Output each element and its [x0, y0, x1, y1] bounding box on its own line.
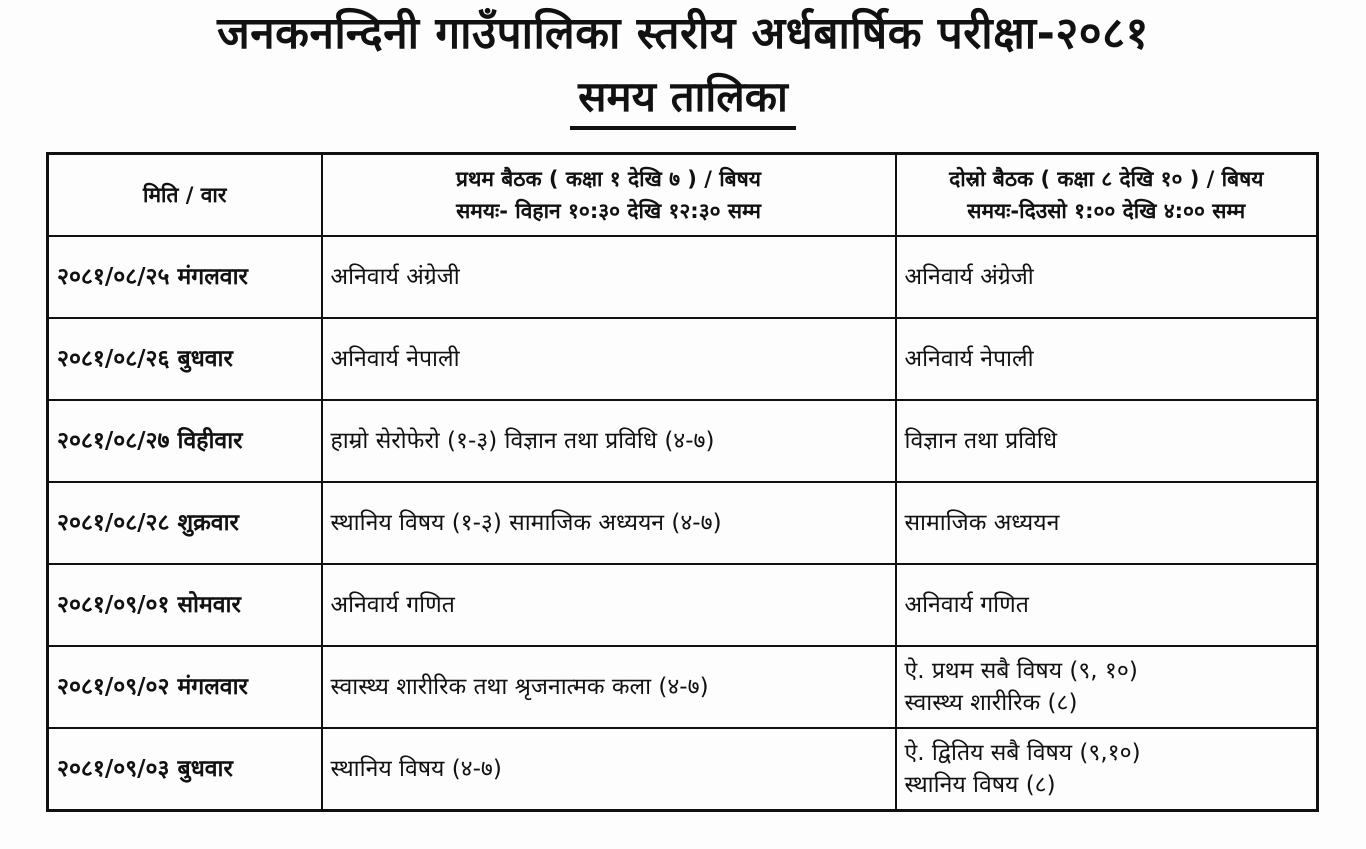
row-first-subject: अनिवार्य नेपाली [322, 318, 896, 400]
table-row [48, 318, 1318, 400]
row-second-subject-line1: ऐ. प्रथम सबै विषय (९, १०) [904, 658, 1138, 684]
exam-schedule-table [46, 152, 1319, 812]
row-second-subject-line2: स्वास्थ्य शारीरिक (८) [904, 690, 1078, 716]
table-row [48, 482, 1318, 564]
row-first-subject: स्थानिय विषय (१-३) सामाजिक अध्ययन (४-७) [322, 482, 896, 564]
page-subtitle [0, 70, 1366, 130]
row-second-subject [896, 236, 1318, 318]
row-date: २०८१/०९/०१ सोमवार [48, 564, 322, 646]
row-second-subject-line1: अनिवार्य अंग्रेजी [904, 264, 1034, 290]
row-second-subject-line2: स्थानिय विषय (८) [904, 772, 1056, 798]
header-second-sitting-label: दोस्रो बैठक ( कक्षा ८ देखि १० ) / बिषय [949, 167, 1264, 191]
header-first-sitting-label: प्रथम बैठक ( कक्षा १ देखि ७ ) / बिषय [456, 167, 761, 191]
row-date: २०८१/०९/०३ बुधवार [48, 728, 322, 811]
row-second-subject-line1: विज्ञान तथा प्रविधि [904, 428, 1058, 454]
row-second-subject-line1: अनिवार्य गणित [904, 592, 1029, 618]
header-date-day: मिति / वार [48, 154, 322, 237]
row-date: २०८१/०८/२५ मंगलवार [48, 236, 322, 318]
row-second-subject-line1: सामाजिक अध्ययन [904, 510, 1060, 536]
table-row [48, 236, 1318, 318]
table-row [48, 400, 1318, 482]
row-first-subject: अनिवार्य अंग्रेजी [322, 236, 896, 318]
header-second-sitting [896, 154, 1318, 237]
table-header-row [48, 154, 1318, 237]
row-second-subject [896, 564, 1318, 646]
row-first-subject: अनिवार्य गणित [322, 564, 896, 646]
table-row [48, 646, 1318, 728]
table-row [48, 564, 1318, 646]
row-date: २०८१/०८/२६ बुधवार [48, 318, 322, 400]
row-second-subject [896, 318, 1318, 400]
row-second-subject [896, 646, 1318, 728]
row-second-subject [896, 482, 1318, 564]
header-first-sitting [322, 154, 896, 237]
row-date: २०८१/०८/२७ विहीवार [48, 400, 322, 482]
row-date: २०८१/०८/२८ शुक्रवार [48, 482, 322, 564]
header-first-sitting-time: समयः- विहान १०:३० देखि १२:३० सम्म [456, 199, 761, 223]
row-first-subject: स्वास्थ्य शारीरिक तथा श्रृजनात्मक कला (४-७) [322, 646, 896, 728]
row-first-subject: स्थानिय विषय (४-७) [322, 728, 896, 811]
table-row [48, 728, 1318, 811]
page-title: जनकनन्दिनी गाउँपालिका स्तरीय अर्धबार्षिक परीक्षा-२०८१ [217, 8, 1149, 59]
row-first-subject: हाम्रो सेरोफेरो (१-३) विज्ञान तथा प्रविधि (४-७) [322, 400, 896, 482]
header-second-sitting-time: समयः-दिउसो १:०० देखि ४:०० सम्म [967, 199, 1246, 223]
row-second-subject-line1: अनिवार्य नेपाली [904, 346, 1034, 372]
row-second-subject [896, 400, 1318, 482]
row-date: २०८१/०९/०२ मंगलवार [48, 646, 322, 728]
row-second-subject [896, 728, 1318, 811]
subtitle-text: समय तालिका [570, 70, 796, 130]
row-second-subject-line1: ऐ. द्वितिय सबै विषय (९,१०) [904, 740, 1141, 766]
